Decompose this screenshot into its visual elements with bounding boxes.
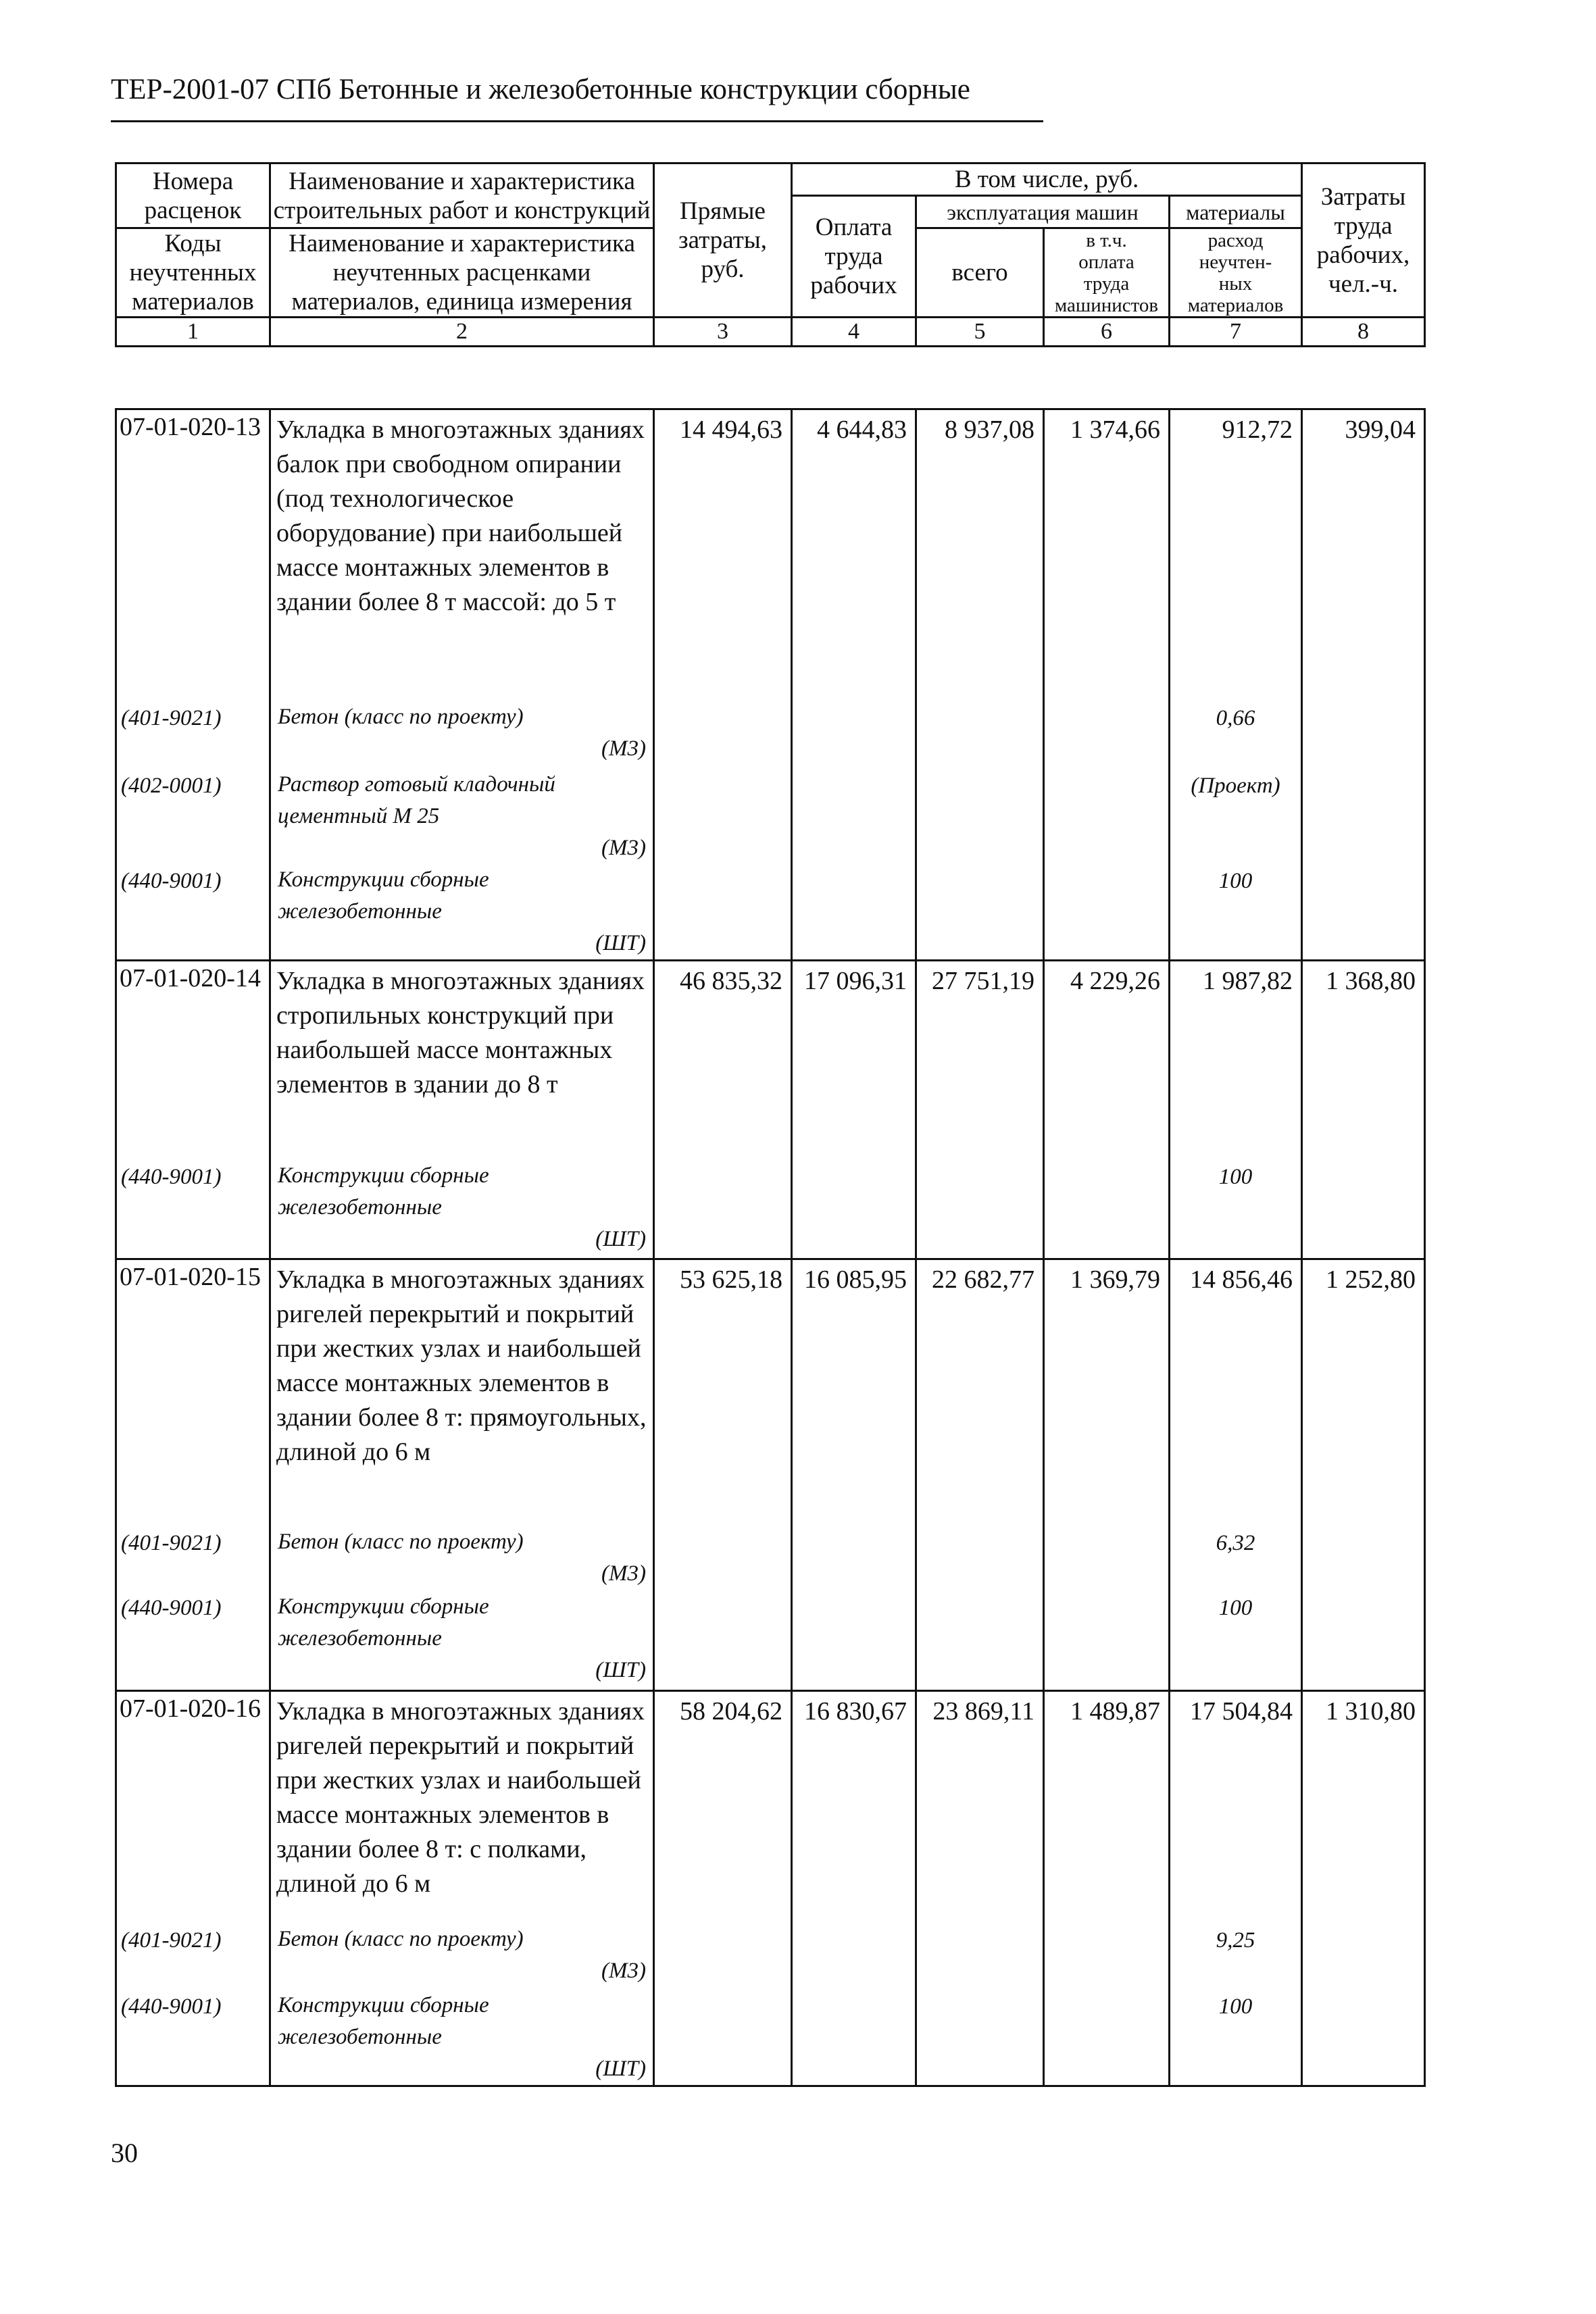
material-row	[116, 1160, 1425, 1259]
table-row	[116, 409, 1425, 701]
machines-total: 23 869,11	[916, 1690, 1044, 1923]
material-code: (401-9021)	[116, 1526, 270, 1591]
column-number: 5	[916, 318, 1044, 347]
material-code: (440-9001)	[116, 1160, 270, 1259]
machinists-pay: 4 229,26	[1044, 960, 1170, 1160]
labor-hours: 1 252,80	[1302, 1259, 1425, 1526]
column-header-table	[115, 162, 1426, 347]
labor-pay: 16 085,95	[792, 1259, 916, 1526]
page-title: ТЕР-2001-07 СПб Бетонные и железобетонные конструкции сборные	[111, 74, 970, 105]
material-quantity: 6,32	[1170, 1526, 1302, 1591]
material-code: (440-9001)	[116, 1990, 270, 2086]
material-quantity: 9,25	[1170, 1923, 1302, 1990]
material-name: Раствор готовый кладочный цементный М 25 (М3)	[270, 769, 654, 864]
direct-costs: 58 204,62	[654, 1690, 792, 1923]
rate-name: Укладка в многоэтажных зданиях ригелей перекрытий и покрытий при жестких узлах и наибольшей массе монтажных элементов в здании более 8 т: с полками, длиной до 6 м	[270, 1690, 654, 1923]
header-work-name: Наименование и характеристика строительных работ и конструкций	[270, 164, 654, 228]
materials-cost: 17 504,84	[1170, 1690, 1302, 1923]
rate-code: 07-01-020-15	[116, 1259, 270, 1526]
material-name: Бетон (класс по проекту) (М3)	[270, 1923, 654, 1990]
material-code: (401-9021)	[116, 1923, 270, 1990]
header-codes: Коды неучтенных материалов	[116, 228, 270, 318]
material-name: Конструкции сборные железобетонные (ШТ)	[270, 1990, 654, 2086]
header-machinists-pay: в т.ч. оплата труда машинистов	[1044, 228, 1170, 318]
machinists-pay: 1 374,66	[1044, 409, 1170, 701]
material-quantity: 0,66	[1170, 701, 1302, 769]
column-number: 2	[270, 318, 654, 347]
material-row	[116, 1990, 1425, 2086]
header-rate-number: Номера расценок	[116, 164, 270, 228]
direct-costs: 46 835,32	[654, 960, 792, 1160]
title-divider	[111, 120, 1043, 122]
machines-total: 8 937,08	[916, 409, 1044, 701]
material-row	[116, 1923, 1425, 1990]
material-quantity: 100	[1170, 1990, 1302, 2086]
material-row	[116, 701, 1425, 769]
table-row	[116, 960, 1425, 1160]
rate-code: 07-01-020-14	[116, 960, 270, 1160]
machines-total: 27 751,19	[916, 960, 1044, 1160]
column-number: 6	[1044, 318, 1170, 347]
header-labor-pay: Оплата труда рабочих	[792, 196, 916, 318]
labor-pay: 4 644,83	[792, 409, 916, 701]
material-name: Конструкции сборные железобетонные (ШТ)	[270, 1591, 654, 1690]
material-code: (440-9001)	[116, 864, 270, 961]
column-number: 7	[1170, 318, 1302, 347]
table-row	[116, 1690, 1425, 1923]
material-name: Бетон (класс по проекту) (М3)	[270, 701, 654, 769]
column-number: 1	[116, 318, 270, 347]
labor-pay: 17 096,31	[792, 960, 916, 1160]
materials-cost: 1 987,82	[1170, 960, 1302, 1160]
material-row	[116, 1526, 1425, 1591]
material-code: (402-0001)	[116, 769, 270, 864]
materials-cost: 14 856,46	[1170, 1259, 1302, 1526]
materials-cost: 912,72	[1170, 409, 1302, 701]
labor-hours: 1 368,80	[1302, 960, 1425, 1160]
machinists-pay: 1 369,79	[1044, 1259, 1170, 1526]
rate-name: Укладка в многоэтажных зданиях ригелей перекрытий и покрытий при жестких узлах и наибольшей массе монтажных элементов в здании более 8 т: прямоугольных, длиной до 6 м	[270, 1259, 654, 1526]
rate-name: Укладка в многоэтажных зданиях балок при свободном опирании (под технологическое оборудование) при наибольшей массе монтажных элементов в здании более 8 т массой: до 5 т	[270, 409, 654, 701]
material-name: Конструкции сборные железобетонные (ШТ)	[270, 864, 654, 961]
header-unaccounted-materials: расход неучтен- ных материалов	[1170, 228, 1302, 318]
rate-name: Укладка в многоэтажных зданиях стропильных конструкций при наибольшей массе монтажных элементов в здании до 8 т	[270, 960, 654, 1160]
column-number: 3	[654, 318, 792, 347]
header-machines: эксплуатация машин	[916, 196, 1170, 228]
material-quantity: 100	[1170, 864, 1302, 961]
column-number: 8	[1302, 318, 1425, 347]
header-machines-total: всего	[916, 228, 1044, 318]
machines-total: 22 682,77	[916, 1259, 1044, 1526]
labor-hours: 1 310,80	[1302, 1690, 1425, 1923]
material-quantity: (Проект)	[1170, 769, 1302, 864]
header-group-including: В том числе, руб.	[792, 164, 1302, 196]
material-name: Бетон (класс по проекту) (М3)	[270, 1526, 654, 1591]
labor-hours: 399,04	[1302, 409, 1425, 701]
header-direct-costs: Прямые затраты, руб.	[654, 164, 792, 318]
header-material-name: Наименование и характеристика неучтенных расценками материалов, единица измерения	[270, 228, 654, 318]
machinists-pay: 1 489,87	[1044, 1690, 1170, 1923]
header-labor-hours: Затраты труда рабочих, чел.-ч.	[1302, 164, 1425, 318]
material-row	[116, 864, 1425, 961]
material-quantity: 100	[1170, 1160, 1302, 1259]
page-number: 30	[111, 2138, 138, 2168]
rates-table	[115, 408, 1426, 2087]
direct-costs: 53 625,18	[654, 1259, 792, 1526]
column-number: 4	[792, 318, 916, 347]
rate-code: 07-01-020-13	[116, 409, 270, 701]
material-row	[116, 1591, 1425, 1690]
table-row	[116, 1259, 1425, 1526]
material-name: Конструкции сборные железобетонные (ШТ)	[270, 1160, 654, 1259]
header-materials: материалы	[1170, 196, 1302, 228]
direct-costs: 14 494,63	[654, 409, 792, 701]
rate-code: 07-01-020-16	[116, 1690, 270, 1923]
material-row	[116, 769, 1425, 864]
labor-pay: 16 830,67	[792, 1690, 916, 1923]
material-code: (440-9001)	[116, 1591, 270, 1690]
material-quantity: 100	[1170, 1591, 1302, 1690]
material-code: (401-9021)	[116, 701, 270, 769]
